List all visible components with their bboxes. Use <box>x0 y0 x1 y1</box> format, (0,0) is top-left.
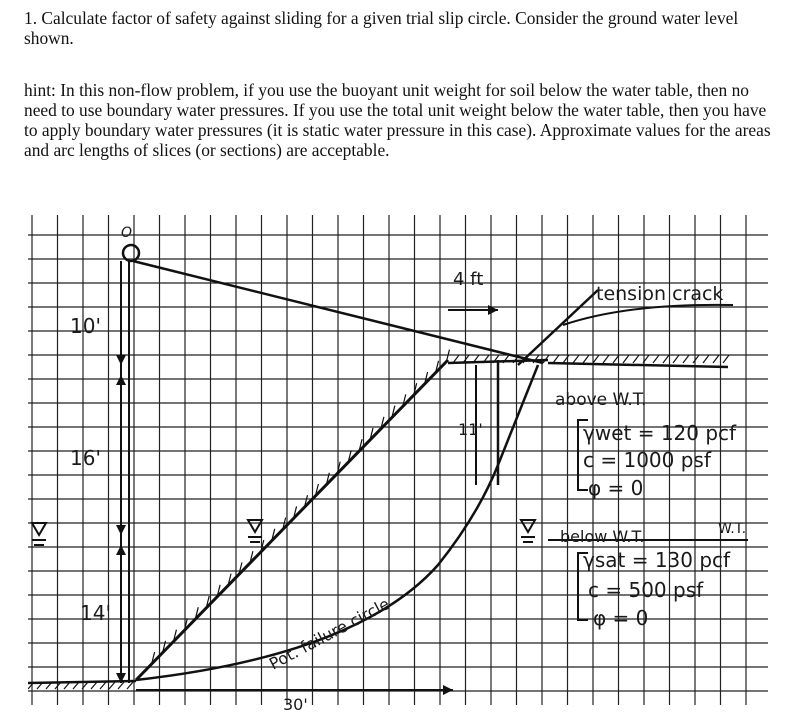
hatch-mark <box>713 355 719 363</box>
slope-line <box>136 360 448 680</box>
toe-ground <box>28 681 136 683</box>
wt-symbol-right <box>521 520 535 532</box>
below-phi: φ = 0 <box>593 606 649 630</box>
hint-text: hint: In this non-flow problem, if you use the buoyant unit weight for soil below the water table, then no need to use boundary water pressures. If you use the total unit weight below the water table, then you have to apply boundary water pressures (it is static water pressure in this case). Approximate values for the areas and arc lengths of slices (or sections) are acceptable. <box>24 80 771 160</box>
hatch-mark <box>583 355 589 363</box>
question-text: 1. Calculate factor of safety against sliding for a given trial slip circle. Consider the ground water level shown. <box>24 8 739 48</box>
slope-hatching <box>152 350 450 664</box>
above-wt-title: above W.T. <box>555 390 647 410</box>
hatch-mark <box>446 350 449 362</box>
dim-10-label: 10' <box>70 314 101 338</box>
hatch-mark <box>593 355 599 363</box>
below-gamma: γsat = 130 pcf <box>583 548 731 572</box>
tension-crack-callout <box>563 305 733 325</box>
tension-crack-label: tension crack <box>596 283 724 305</box>
below-cohesion: c = 500 psf <box>588 578 704 602</box>
crack-extension <box>518 290 598 365</box>
above-gamma: γwet = 120 pcf <box>583 421 737 445</box>
wt-symbol-left <box>32 523 46 535</box>
dim-16-label: 16' <box>70 446 101 470</box>
hatch-mark <box>109 682 115 689</box>
hatch-mark <box>723 355 729 363</box>
dim-30-label: 30' <box>283 695 308 710</box>
hatch-mark <box>653 355 659 363</box>
hatch-mark <box>553 355 559 363</box>
hatch-mark <box>573 355 579 363</box>
center-label: O <box>121 225 133 241</box>
hatch-mark <box>100 682 106 689</box>
hatch-mark <box>693 355 699 363</box>
above-cohesion: c = 1000 psf <box>583 448 711 472</box>
slope-figure <box>28 215 768 710</box>
failure-circle-label: Pot. failure circle <box>265 594 393 674</box>
dim-4ft-label: 4 ft <box>453 269 484 290</box>
hatch-mark <box>663 355 669 363</box>
hatch-mark <box>127 682 133 689</box>
hatch-mark <box>603 355 609 363</box>
above-phi: φ = 0 <box>588 476 644 500</box>
dim-11-label: 11' <box>458 420 483 439</box>
hatch-mark <box>703 355 709 363</box>
below-wt-title: below W.T. <box>560 527 645 546</box>
hatch-mark <box>683 355 689 363</box>
wt-symbol-mid <box>248 520 262 532</box>
hatch-mark <box>673 355 679 363</box>
hatch-mark <box>623 355 629 363</box>
hatch-mark <box>118 682 124 689</box>
ground-hatching <box>453 355 729 363</box>
wt-right-label: W.T. <box>718 521 747 537</box>
water-table-line <box>548 363 728 367</box>
hatch-mark <box>633 355 639 363</box>
dim-14-label: 14' <box>80 601 111 625</box>
